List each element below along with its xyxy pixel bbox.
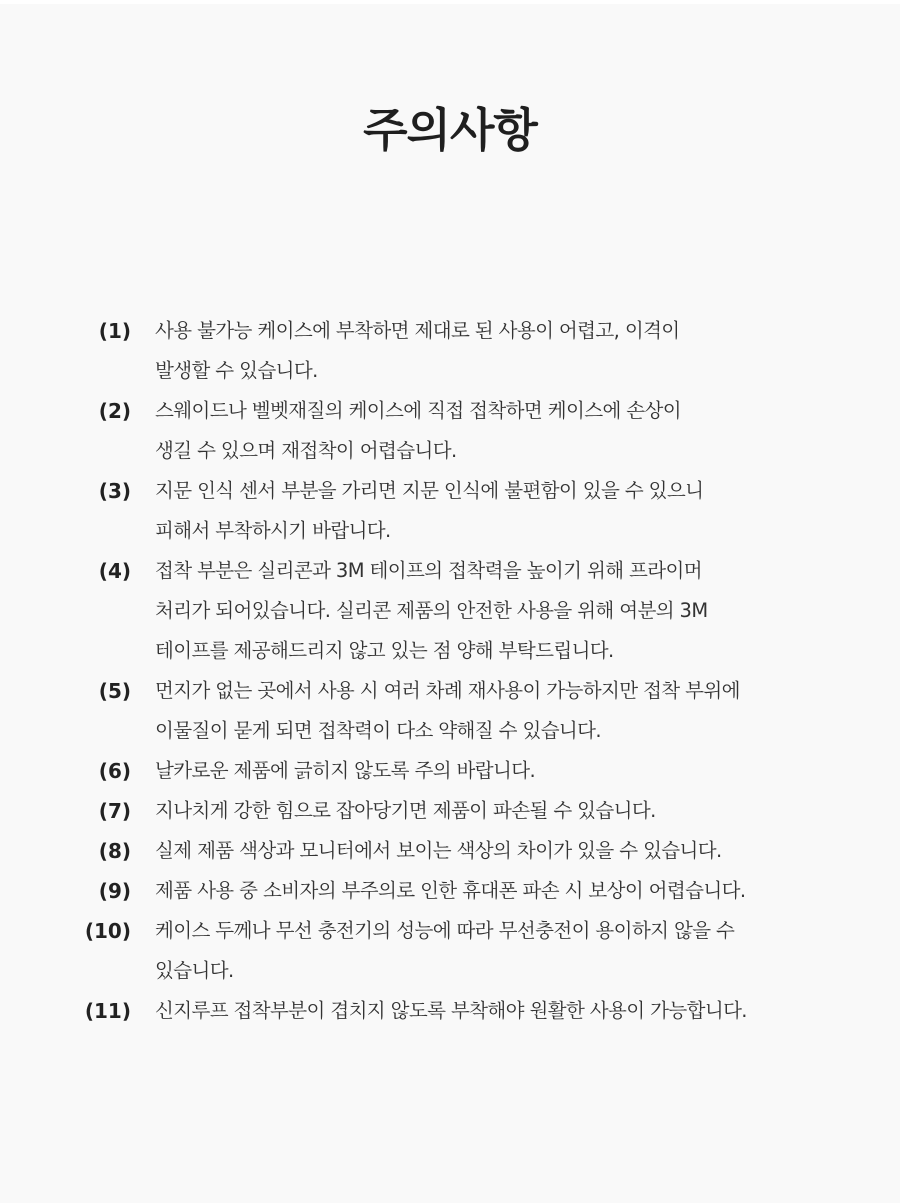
item-number: (6) <box>98 759 131 783</box>
item-text-line: 먼지가 없는 곳에서 사용 시 여러 차례 재사용이 가능하지만 접착 부위에 <box>155 679 740 702</box>
item-text-line: 발생할 수 있습니다. <box>155 359 318 382</box>
item-text-line: 있습니다. <box>155 959 234 982</box>
list-item <box>0 671 900 751</box>
item-text-line: 케이스 두께나 무선 충전기의 성능에 따라 무선충전이 용이하지 않을 수 <box>155 919 735 942</box>
item-text-line: 피해서 부착하시기 바랍니다. <box>155 519 391 542</box>
item-text <box>143 551 803 671</box>
item-text-line: 실제 제품 색상과 모니터에서 보이는 색상의 차이가 있을 수 있습니다. <box>155 839 722 862</box>
item-number: (5) <box>98 679 131 703</box>
item-text <box>143 391 803 471</box>
item-text <box>143 911 803 991</box>
item-text <box>143 671 803 751</box>
item-text-line: 사용 불가능 케이스에 부착하면 제대로 된 사용이 어렵고, 이격이 <box>155 319 680 342</box>
item-number: (11) <box>84 999 131 1023</box>
item-text-line: 스웨이드나 벨벳재질의 케이스에 직접 접착하면 케이스에 손상이 <box>155 399 681 422</box>
item-text-line: 신지루프 접착부분이 겹치지 않도록 부착해야 원활한 사용이 가능합니다. <box>155 999 747 1022</box>
item-text-line: 지나치게 강한 힘으로 잡아당기면 제품이 파손될 수 있습니다. <box>155 799 656 822</box>
item-text-line: 이물질이 묻게 되면 접착력이 다소 약해질 수 있습니다. <box>155 719 602 742</box>
item-text <box>143 991 803 1031</box>
list-item <box>0 471 900 551</box>
item-number: (3) <box>98 479 131 503</box>
list-item <box>0 911 900 991</box>
item-number: (8) <box>98 839 131 863</box>
item-number: (1) <box>98 319 131 343</box>
list-item <box>0 791 900 831</box>
item-number: (2) <box>98 399 131 423</box>
item-text-line: 제품 사용 중 소비자의 부주의로 인한 휴대폰 파손 시 보상이 어렵습니다. <box>155 879 746 902</box>
list-item <box>0 311 900 391</box>
item-text-line: 처리가 되어있습니다. 실리콘 제품의 안전한 사용을 위해 여분의 3M <box>155 599 708 622</box>
item-text <box>143 311 803 391</box>
item-text <box>143 831 803 871</box>
list-item <box>0 551 900 671</box>
item-text <box>143 751 803 791</box>
list-item <box>0 991 900 1031</box>
page-title: 주의사항 <box>363 103 537 157</box>
list-item <box>0 751 900 791</box>
list-item <box>0 871 900 911</box>
list-item <box>0 391 900 471</box>
item-text <box>143 871 803 911</box>
item-text <box>143 471 803 551</box>
item-text-line: 생길 수 있으며 재접착이 어렵습니다. <box>155 439 457 462</box>
caution-list <box>0 311 900 1031</box>
item-text <box>143 791 803 831</box>
item-number: (7) <box>98 799 131 823</box>
item-text-line: 접착 부분은 실리콘과 3M 테이프의 접착력을 높이기 위해 프라이머 <box>155 559 702 582</box>
list-item <box>0 831 900 871</box>
item-number: (10) <box>84 919 131 943</box>
item-text-line: 지문 인식 센서 부분을 가리면 지문 인식에 불편함이 있을 수 있으니 <box>155 479 704 502</box>
item-text-line: 테이프를 제공해드리지 않고 있는 점 양해 부탁드립니다. <box>155 639 614 662</box>
item-number: (9) <box>98 879 131 903</box>
item-text-line: 날카로운 제품에 긁히지 않도록 주의 바랍니다. <box>155 759 536 782</box>
item-number: (4) <box>98 559 131 583</box>
